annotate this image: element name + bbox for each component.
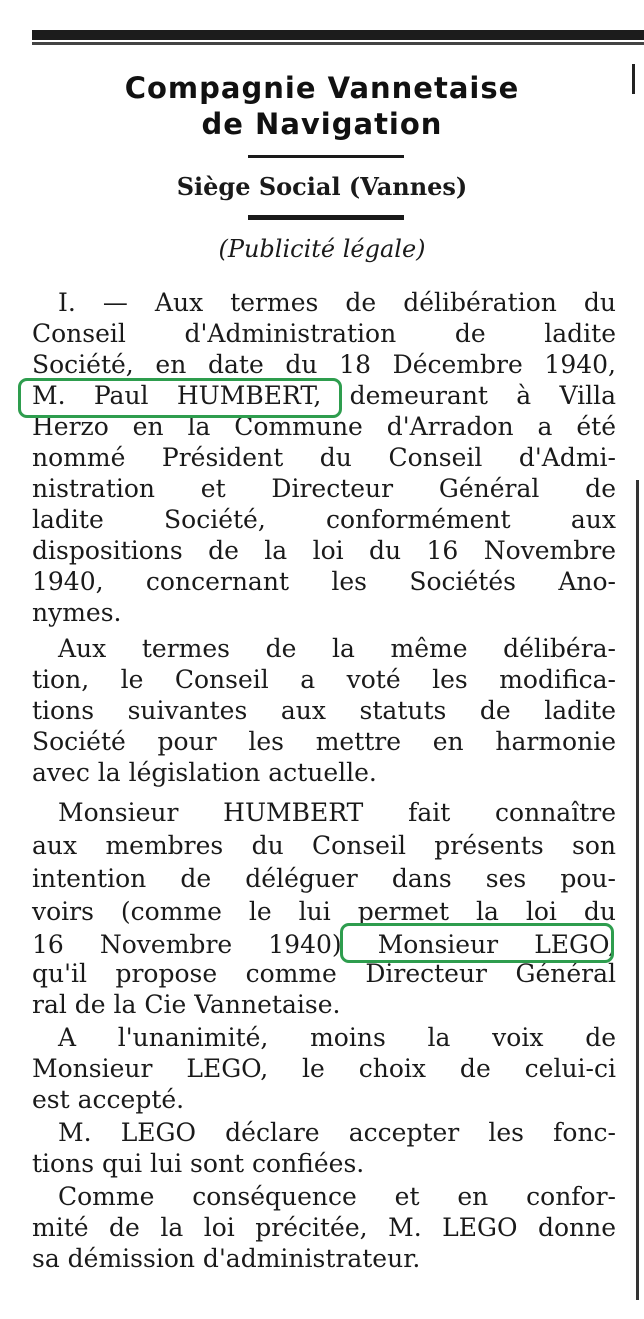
- separator-rule-bold: [248, 215, 404, 220]
- paragraph-line: 1940, concernant les Sociétés Ano-: [32, 567, 616, 596]
- paragraph-line: Monsieur HUMBERT fait connaître: [58, 798, 616, 827]
- paragraph-line: tions qui lui sont confiées.: [32, 1149, 365, 1178]
- paragraph-line: nistration et Directeur Général de: [32, 474, 616, 503]
- paragraph-line: Monsieur LEGO, le choix de celui-ci: [32, 1054, 616, 1083]
- paragraph-line: mité de la loi précitée, M. LEGO donne: [32, 1213, 616, 1242]
- company-name-line2: de Navigation: [201, 107, 443, 141]
- paragraph-line: ladite Société, conformément aux: [32, 505, 616, 534]
- company-name: Compagnie Vannetaise: [124, 71, 520, 105]
- separator-rule: [248, 155, 404, 158]
- paragraph-line: Herzo en la Commune d'Arradon a été: [32, 412, 616, 441]
- legal-notice-label: (Publicité légale): [218, 235, 426, 263]
- paragraph-line: ral de la Cie Vannetaise.: [32, 990, 341, 1019]
- highlight-monsieur-lego: [340, 923, 614, 963]
- paragraph-line: Conseil d'Administration de ladite: [32, 319, 616, 348]
- paragraph-line: intention de déléguer dans ses pou-: [32, 864, 616, 893]
- paragraph-line: M. Paul HUMBERT, demeurant à Villa: [32, 381, 616, 410]
- paragraph-line: tions suivantes aux statuts de ladite: [32, 696, 616, 725]
- paragraph-line: M. LEGO déclare accepter les fonc-: [58, 1118, 616, 1147]
- paragraph-line: qu'il propose comme Directeur Général: [32, 959, 616, 988]
- paragraph-line: A l'unanimité, moins la voix de: [58, 1023, 616, 1052]
- paragraph-line: tion, le Conseil a voté les modifica-: [32, 665, 616, 694]
- paragraph-line: avec la législation actuelle.: [32, 758, 377, 787]
- paragraph-line: est accepté.: [32, 1085, 185, 1114]
- paragraph-line: Société pour les mettre en harmonie: [32, 727, 616, 756]
- header-rule-thick: [32, 30, 644, 40]
- paragraph-line: I. — Aux termes de délibération du: [58, 288, 616, 317]
- paragraph-line: Aux termes de la même délibéra-: [58, 634, 616, 663]
- paragraph-line: dispositions de la loi du 16 Novembre: [32, 536, 616, 565]
- paragraph-line: Société, en date du 18 Décembre 1940,: [32, 350, 616, 379]
- paragraph-line: Comme conséquence et en confor-: [58, 1182, 616, 1211]
- paragraph-line: voirs (comme le lui permet la loi du: [32, 897, 616, 926]
- page-edge-rule: [636, 480, 639, 1300]
- header-rule-thin: [32, 42, 644, 45]
- paragraph-line: aux membres du Conseil présents son: [32, 831, 616, 860]
- paragraph-line: 16 Novembre 1940) Monsieur LEGO,: [32, 930, 616, 959]
- head-office: Siège Social (Vannes): [176, 172, 468, 201]
- paragraph-line: nommé Président du Conseil d'Admi-: [32, 443, 616, 472]
- highlight-paul-humbert: [18, 378, 342, 418]
- paragraph-line: sa démission d'administrateur.: [32, 1244, 421, 1273]
- paragraph-line: nymes.: [32, 598, 122, 627]
